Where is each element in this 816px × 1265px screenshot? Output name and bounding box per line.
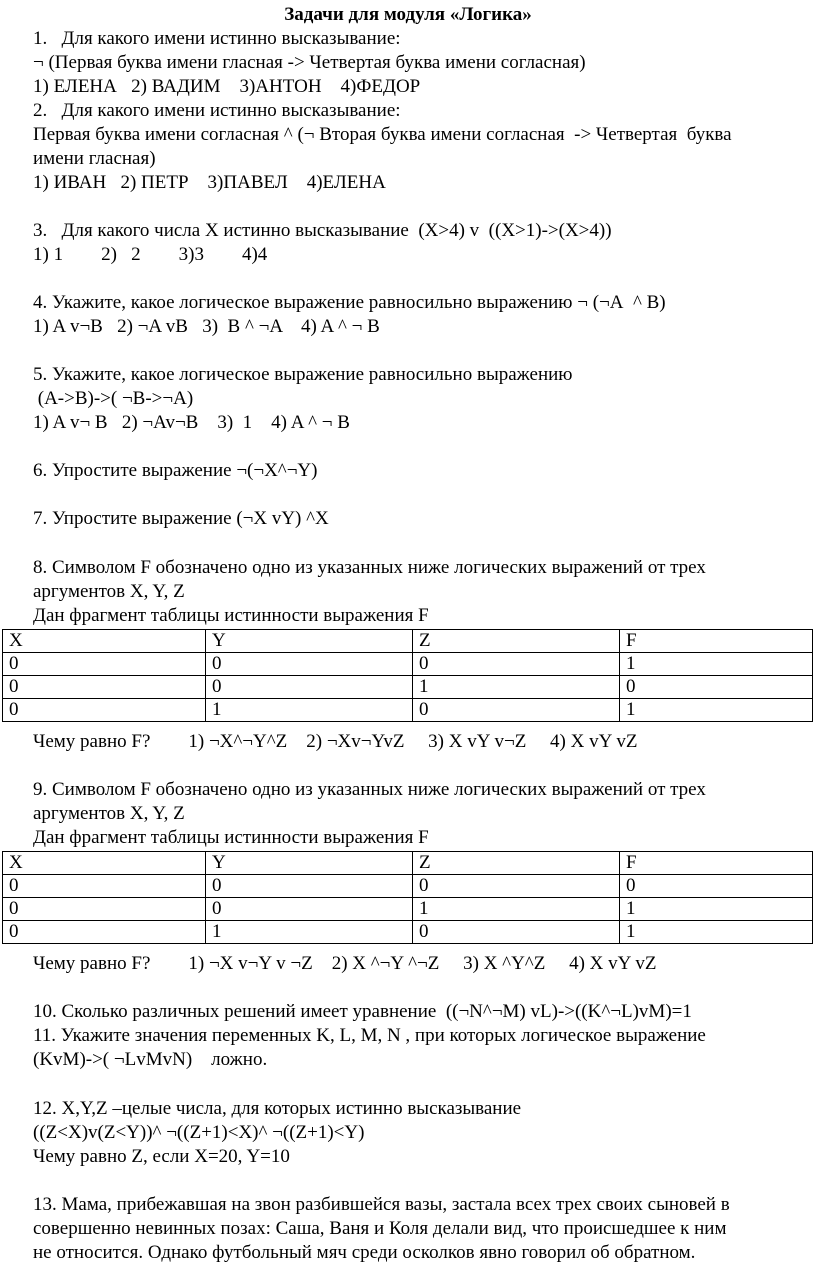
table-row [3, 699, 813, 722]
table-cell: 0 [3, 653, 206, 676]
table-cell: 0 [206, 898, 413, 921]
table-header-cell: Y [206, 630, 413, 653]
table-header-cell: Z [413, 630, 620, 653]
q11-line-2: (KvM)->( ¬LvMvN) ложно. [33, 1049, 268, 1070]
q8-line-1: 8. Символом F обозначено одно из указанных ниже логических выражений от трех [33, 557, 706, 578]
q9-line-2: аргументов X, Y, Z [33, 803, 185, 824]
q11-line-1: 11. Укажите значения переменных K, L, M, N , при которых логическое выражение [33, 1025, 706, 1046]
q8-line-3: Дан фрагмент таблицы истинности выражения F [33, 605, 429, 626]
table-cell: 1 [620, 921, 813, 944]
table-header-row [3, 852, 813, 875]
q7-line: 7. Упростите выражение (¬X vY) ^X [33, 508, 329, 529]
table-cell: 0 [620, 676, 813, 699]
q3-options: 1) 1 2) 2 3)3 4)4 [33, 244, 268, 265]
table-row [3, 676, 813, 699]
table-cell: 0 [3, 921, 206, 944]
table-cell: 0 [3, 875, 206, 898]
table-header-cell: F [620, 852, 813, 875]
q6-line: 6. Упростите выражение ¬(¬X^¬Y) [33, 460, 318, 481]
q8-answer-options: Чему равно F? 1) ¬X^¬Y^Z 2) ¬Xv¬YvZ 3) X vY v¬Z 4) X vY vZ [33, 731, 638, 752]
table-cell: 0 [413, 653, 620, 676]
q5-line-2: (А->В)->( ¬В->¬А) [33, 388, 194, 409]
q5-line-1: 5. Укажите, какое логическое выражение равносильно выражению [33, 364, 573, 385]
table-header-cell: Z [413, 852, 620, 875]
table-header-cell: Y [206, 852, 413, 875]
q2-options: 1) ИВАН 2) ПЕТР 3)ПАВЕЛ 4)ЕЛЕНА [33, 172, 386, 193]
q9-line-1: 9. Символом F обозначено одно из указанных ниже логических выражений от трех [33, 779, 706, 800]
table-cell: 0 [3, 676, 206, 699]
table-cell: 1 [620, 898, 813, 921]
q12-line-3: Чему равно Z, если X=20, Y=10 [33, 1146, 290, 1167]
q1-options: 1) ЕЛЕНА 2) ВАДИМ 3)АНТОН 4)ФЕДОР [33, 76, 421, 97]
page-title: Задачи для модуля «Логика» [284, 4, 532, 25]
q8-truth-table [2, 629, 813, 722]
table-cell: 1 [620, 699, 813, 722]
table-header-cell: X [3, 630, 206, 653]
q10-line: 10. Сколько различных решений имеет уравнение ((¬N^¬M) vL)->((K^¬L)vM)=1 [33, 1001, 692, 1022]
table-header-cell: X [3, 852, 206, 875]
q9-truth-table [2, 851, 813, 944]
table-header-cell: F [620, 630, 813, 653]
table-cell: 1 [413, 676, 620, 699]
table-cell: 0 [620, 875, 813, 898]
table-cell: 1 [206, 921, 413, 944]
table-cell: 0 [413, 699, 620, 722]
q13-line-3: не относится. Однако футбольный мяч среди осколков явно говорил об обратном. [33, 1242, 696, 1263]
q12-line-2: ((Z<X)v(Z<Y))^ ¬((Z+1)<X)^ ¬((Z+1)<Y) [33, 1122, 365, 1143]
table-cell: 0 [3, 898, 206, 921]
table-cell: 0 [206, 676, 413, 699]
q1-line-2: ¬ (Первая буква имени гласная -> Четвертая буква имени согласная) [33, 52, 586, 73]
q4-line-1: 4. Укажите, какое логическое выражение равносильно выражению ¬ (¬А ^ В) [33, 292, 666, 313]
q4-options: 1) A v¬B 2) ¬A vB 3) B ^ ¬A 4) A ^ ¬ B [33, 316, 380, 337]
table-row [3, 653, 813, 676]
table-cell: 1 [413, 898, 620, 921]
table-cell: 1 [206, 699, 413, 722]
q13-line-1: 13. Мама, прибежавшая на звон разбившейся вазы, застала всех трех своих сыновей в [33, 1194, 730, 1215]
table-row [3, 875, 813, 898]
table-cell: 0 [206, 653, 413, 676]
table-row [3, 921, 813, 944]
table-cell: 0 [206, 875, 413, 898]
q13-line-2: совершенно невинных позах: Саша, Ваня и Коля делали вид, что происшедшее к ним [33, 1218, 727, 1239]
q1-line-1: 1. Для какого имени истинно высказывание: [33, 28, 401, 49]
table-cell: 1 [620, 653, 813, 676]
table-cell: 0 [413, 921, 620, 944]
q2-line-3: имени гласная) [33, 148, 156, 169]
q3-line-1: 3. Для какого числа Х истинно высказывание (Х>4) v ((X>1)->(X>4)) [33, 220, 612, 241]
q9-line-3: Дан фрагмент таблицы истинности выражения F [33, 827, 429, 848]
table-cell: 0 [413, 875, 620, 898]
table-row [3, 898, 813, 921]
q5-options: 1) A v¬ B 2) ¬Av¬B 3) 1 4) A ^ ¬ B [33, 412, 350, 433]
q2-line-1: 2. Для какого имени истинно высказывание: [33, 100, 401, 121]
q8-line-2: аргументов X, Y, Z [33, 581, 185, 602]
q9-answer-options: Чему равно F? 1) ¬X v¬Y v ¬Z 2) X ^¬Y ^¬Z 3) X ^Y^Z 4) X vY vZ [33, 953, 657, 974]
q2-line-2: Первая буква имени согласная ^ (¬ Вторая буква имени согласная -> Четвертая буква [33, 124, 732, 145]
table-cell: 0 [3, 699, 206, 722]
q12-line-1: 12. X,Y,Z –целые числа, для которых истинно высказывание [33, 1098, 522, 1119]
table-header-row [3, 630, 813, 653]
